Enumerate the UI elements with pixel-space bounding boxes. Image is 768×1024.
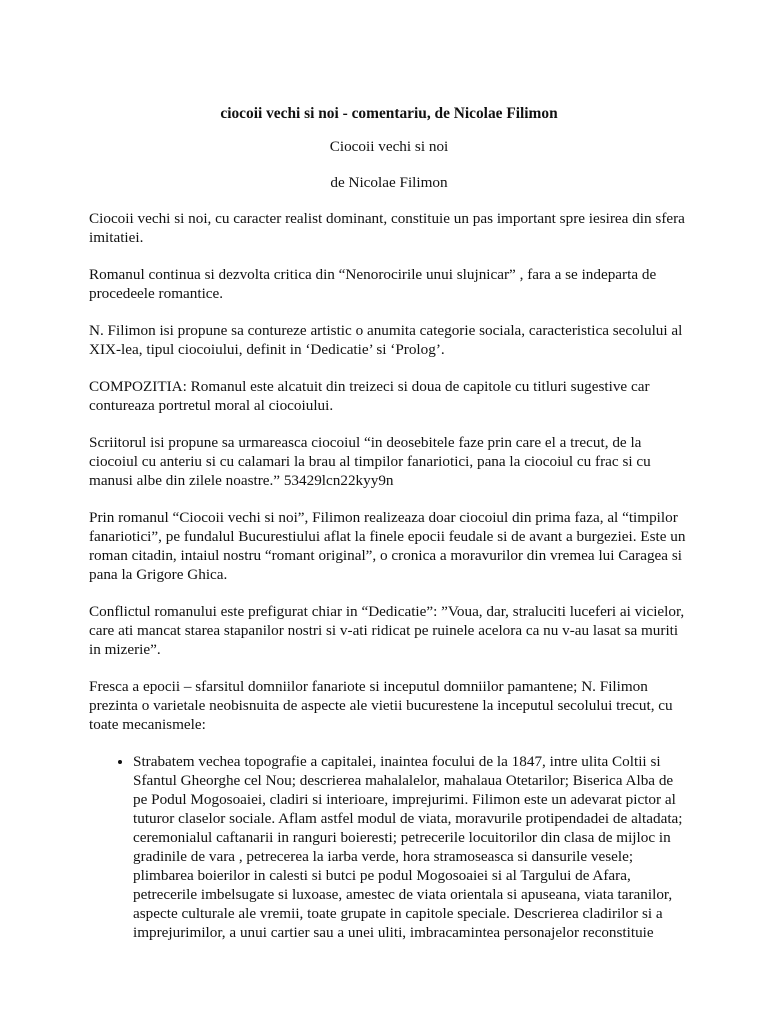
paragraph-compozitia: COMPOZITIA: Romanul este alcatuit din treizeci si doua de capitole cu titluri sugestive car contureaza portretul moral al ciocoiului. <box>89 378 650 414</box>
paragraph-roman-citadin: Prin romanul “Ciocoii vechi si noi”, Filimon realizeaza doar ciocoiul din prima faza, al “timpilor fanariotici”, pe fundalul Bucurestiului aflat la finele epocii feudale si de avant a burgeziei. Este un roman citadin, intaiul nostru “romant original”, o cronica a moravurilor din vremea lui Caragea si pana la Grigore Ghica. <box>89 509 686 583</box>
paragraph-critica: Romanul continua si dezvolta critica din “Nenorocirile unui slujnicar” , fara a se indeparta de procedeele romantice. <box>89 266 657 302</box>
document-author-line: de Nicolae Filimon <box>330 174 448 191</box>
document-title: ciocoii vechi si noi - comentariu, de Nicolae Filimon <box>220 105 558 122</box>
paragraph-conflict: Conflictul romanului este prefigurat chiar in “Dedicatie”: ”Voua, dar, straluciti luceferi ai vicielor, care ati mancat starea stapanilor nostri si v-ati ridicat pe ruinele acelora ca nu v-au lasat sa muriti in mizerie”. <box>89 603 685 658</box>
paragraph-faze-ciocoi: Scriitorul isi propune sa urmareasca ciocoiul “in deosebitele faze prin care el a trecut, de la ciocoiul cu anteriu si cu calamari la brau al timpilor fanariotici, pana la ciocoiul cu frac si cu manusi albe din zilele noastre.” 53429lcn22kyy9n <box>89 434 651 489</box>
paragraph-fresca: Fresca a epocii – sfarsitul domniilor fanariote si inceputul domniilor pamantene; N. Filimon prezinta o varietale neobisnuita de aspecte ale vietii bucurestene la inceputul secolului trecut, cu toate mecanismele: <box>89 678 673 733</box>
document-subtitle: Ciocoii vechi si noi <box>329 138 449 155</box>
bullet-item: • Strabatem vechea topografie a capitalei, inaintea focului de la 1847, intre ulita Coltii si Sfantul Gheorghe cel Nou; descrierea mahalalelor, mahalaua Otetarilor; Biserica Alba de pe Podul Mogosoaiei, cladiri si interioare, imprejurimi. Filimon este un adevarat pictor al tuturor claselor sociale. Aflam astfel modul de viata, moravurile protipendadei de altadata; ceremonialul caftanarii in ranguri boieresti; petrecerile locuitorilor din clasa de mijloc in gradinile de vara , petrecerea la iarba verde, hora stramoseasca si dansurile vesele; plimbarea boierilor in calesti si butci pe podul Mogosoaiei si al Targului de Afara, petrecerile imbelsugate si luxoase, amestec de viata orientala si apuseana, viata taranilor, aspecte culturale ale vremii, toate grupate in capitole speciale. Descrierea cladirilor si a imprejurimilor, a unui cartier sau a unei uliti, imbracamintea personajelor reconstituie <box>133 752 689 942</box>
document-body <box>89 104 689 942</box>
bullet-list <box>89 752 689 942</box>
paragraph-categorie-sociala: N. Filimon isi propune sa contureze artistic o anumita categorie sociala, caracteristica secolului al XIX-lea, tipul ciocoiului, definit in ‘Dedicatie’ si ‘Prolog’. <box>89 322 683 358</box>
paragraph-intro: Ciocoii vechi si noi, cu caracter realist dominant, constituie un pas important spre iesirea din sfera imitatiei. <box>89 210 685 246</box>
